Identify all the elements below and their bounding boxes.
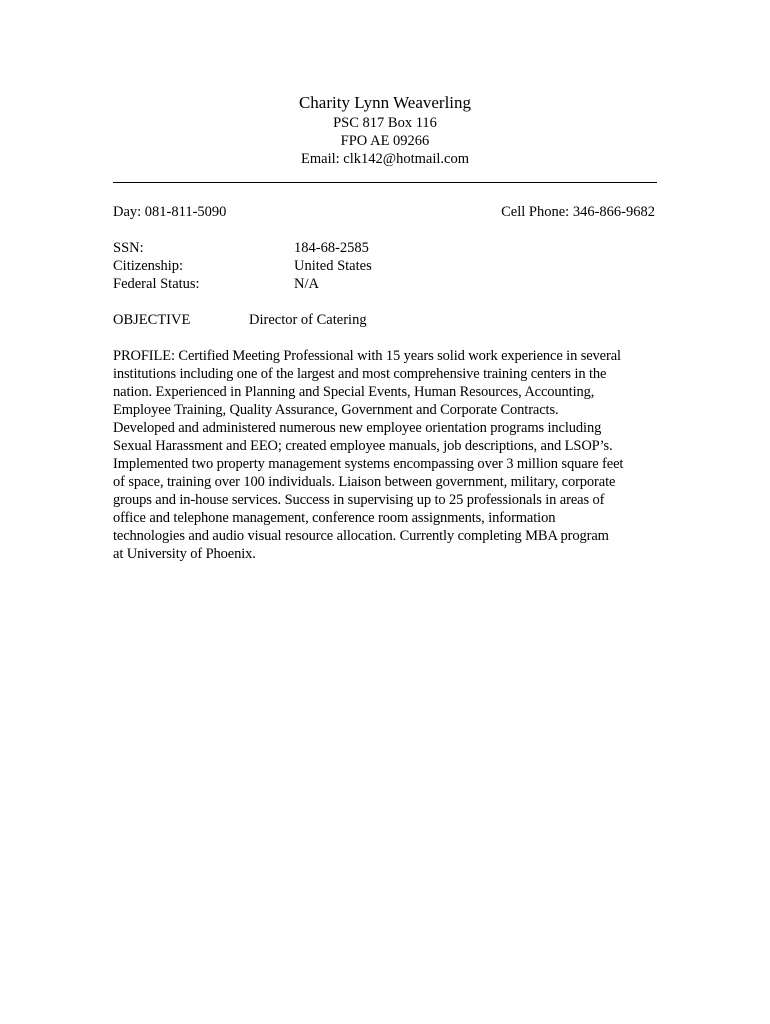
- phone-row: [113, 203, 657, 221]
- profile-paragraph: PROFILE: Certified Meeting Professional with 15 years solid work experience in several institutions including one of the largest and most comprehensive training centers in the nation. Experienced in Planning and Special Events, Human Resources, Accounting, Employee Training, Quality Assurance, Government and Corporate Contracts. Developed and administered numerous new employee orientation programs including Sexual Harassment and EEO; created employee manuals, job descriptions, and LSOP’s. Implemented two property management systems encompassing over 3 million square feet of space, training over 100 individuals. Liaison between government, military, corporate groups and in-house services. Success in supervising up to 25 professionals in areas of office and telephone management, conference room assignments, information technologies and audio visual resource allocation. Currently completing MBA program at University of Phoenix.: [113, 348, 624, 562]
- ssn-value: 184-68-2585: [294, 240, 369, 256]
- objective-value: Director of Catering: [249, 312, 367, 328]
- ssn-label: SSN:: [113, 240, 144, 256]
- citizenship-value: United States: [294, 258, 372, 274]
- resume-header: [113, 92, 657, 168]
- address-line-2: FPO AE 09266: [340, 133, 430, 149]
- applicant-name: Charity Lynn Weaverling: [298, 93, 472, 112]
- cell-phone: Cell Phone: 346-866-9682: [501, 204, 655, 220]
- objective-label: OBJECTIVE: [113, 312, 191, 328]
- address-line-1: PSC 817 Box 116: [333, 115, 437, 131]
- header-divider: [113, 182, 657, 183]
- federal-status-row: [113, 275, 657, 293]
- objective-row: [113, 311, 657, 329]
- email-line: Email: clk142@hotmail.com: [301, 151, 469, 167]
- citizenship-label: Citizenship:: [113, 258, 184, 274]
- personal-info: [113, 239, 657, 293]
- federal-status-value: N/A: [294, 276, 319, 292]
- day-phone: Day: 081-811-5090: [113, 204, 227, 220]
- citizenship-row: [113, 257, 657, 275]
- ssn-row: [113, 239, 657, 257]
- federal-status-label: Federal Status:: [113, 276, 200, 292]
